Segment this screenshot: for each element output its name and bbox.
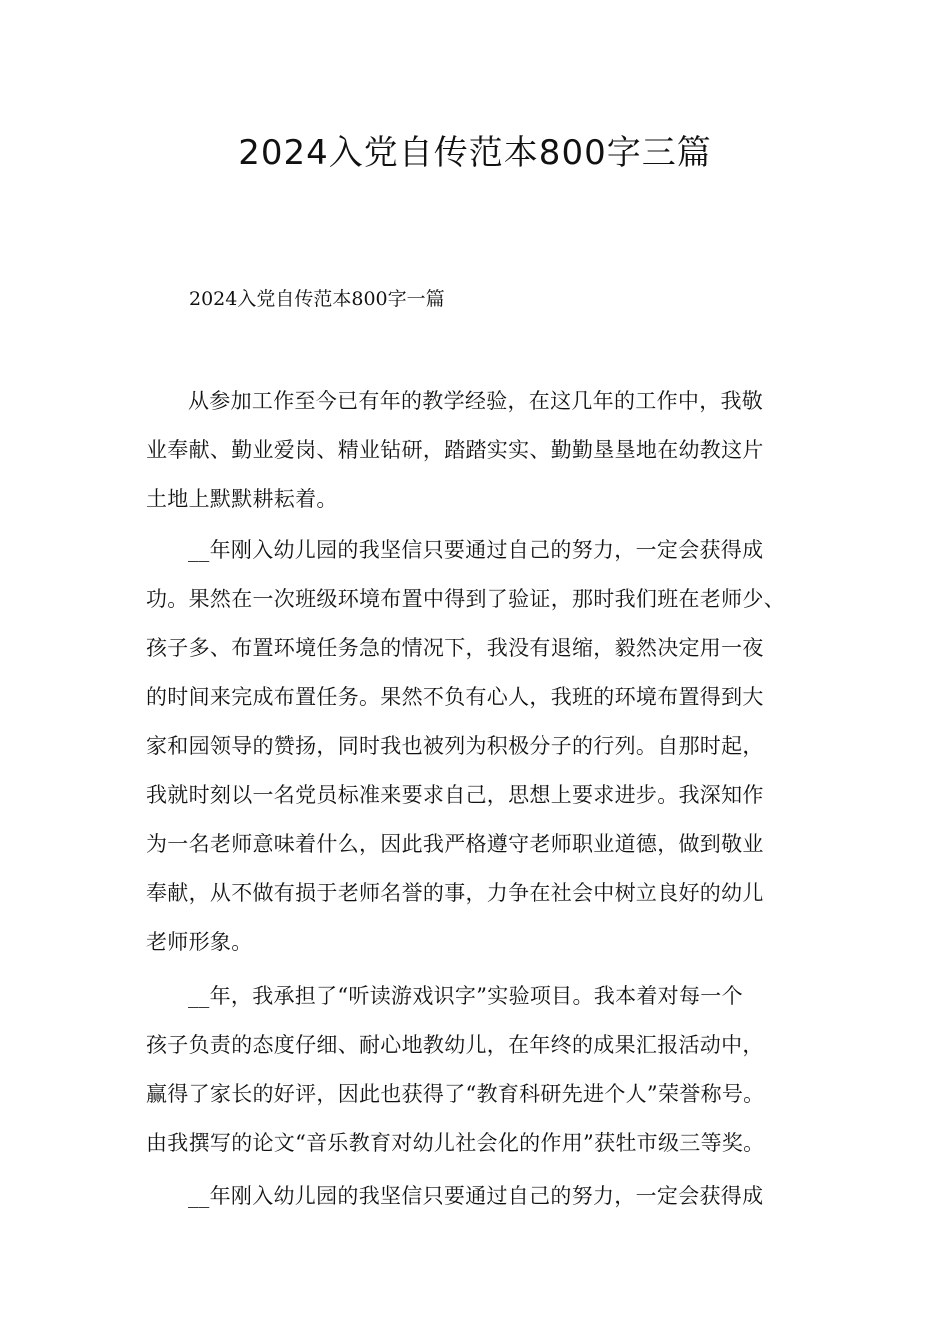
paragraph-3 — [146, 972, 764, 1168]
paragraph-line: 土地上默默耕耘着。 — [146, 487, 338, 511]
paragraph-line: __年刚入幼儿园的我坚信只要通过自己的努力，一定会获得成 — [188, 538, 764, 562]
paragraph-line: 业奉献、勤业爱岗、精业钻研，踏踏实实、勤勤垦垦地在幼教这片 — [146, 438, 764, 462]
paragraph-line: 奉献，从不做有损于老师名誉的事，力争在社会中树立良好的幼儿 — [146, 881, 764, 905]
paragraph-line: 老师形象。 — [146, 930, 253, 954]
paragraph-line: 由我撰写的论文“音乐教育对幼儿社会化的作用”获牡市级三等奖。 — [146, 1131, 765, 1155]
paragraph-1 — [146, 377, 764, 524]
paragraph-line: 从参加工作至今已有年的教学经验，在这几年的工作中，我敬 — [188, 389, 764, 413]
paragraph-line: 赢得了家长的好评，因此也获得了“教育科研先进个人”荣誉称号。 — [146, 1082, 765, 1106]
paragraph-line: 孩子负责的态度仔细、耐心地教幼儿，在年终的成果汇报活动中， — [146, 1033, 764, 1057]
paragraph-line: 家和园领导的赞扬，同时我也被列为积极分子的行列。自那时起， — [146, 734, 764, 758]
paragraph-2 — [146, 526, 785, 967]
paragraph-line: 为一名老师意味着什么，因此我严格遵守老师职业道德，做到敬业 — [146, 832, 764, 856]
document-title: 2024入党自传范本800字三篇 — [238, 133, 712, 173]
paragraph-line: __年刚入幼儿园的我坚信只要通过自己的努力，一定会获得成 — [188, 1184, 764, 1208]
paragraph-line: __年，我承担了“听读游戏识字”实验项目。我本着对每一个 — [188, 984, 743, 1008]
paragraph-line: 我就时刻以一名党员标准来要求自己，思想上要求进步。我深知作 — [146, 783, 764, 807]
paragraph-line: 功。果然在一次班级环境布置中得到了验证，那时我们班在老师少、 — [146, 587, 785, 611]
paragraph-line: 的时间来完成布置任务。果然不负有心人，我班的环境布置得到大 — [146, 685, 764, 709]
paragraph-line: 孩子多、布置环境任务急的情况下，我没有退缩，毅然决定用一夜 — [146, 636, 764, 660]
paragraph-4 — [146, 1172, 763, 1221]
section-heading: 2024入党自传范本800字一篇 — [189, 288, 445, 310]
